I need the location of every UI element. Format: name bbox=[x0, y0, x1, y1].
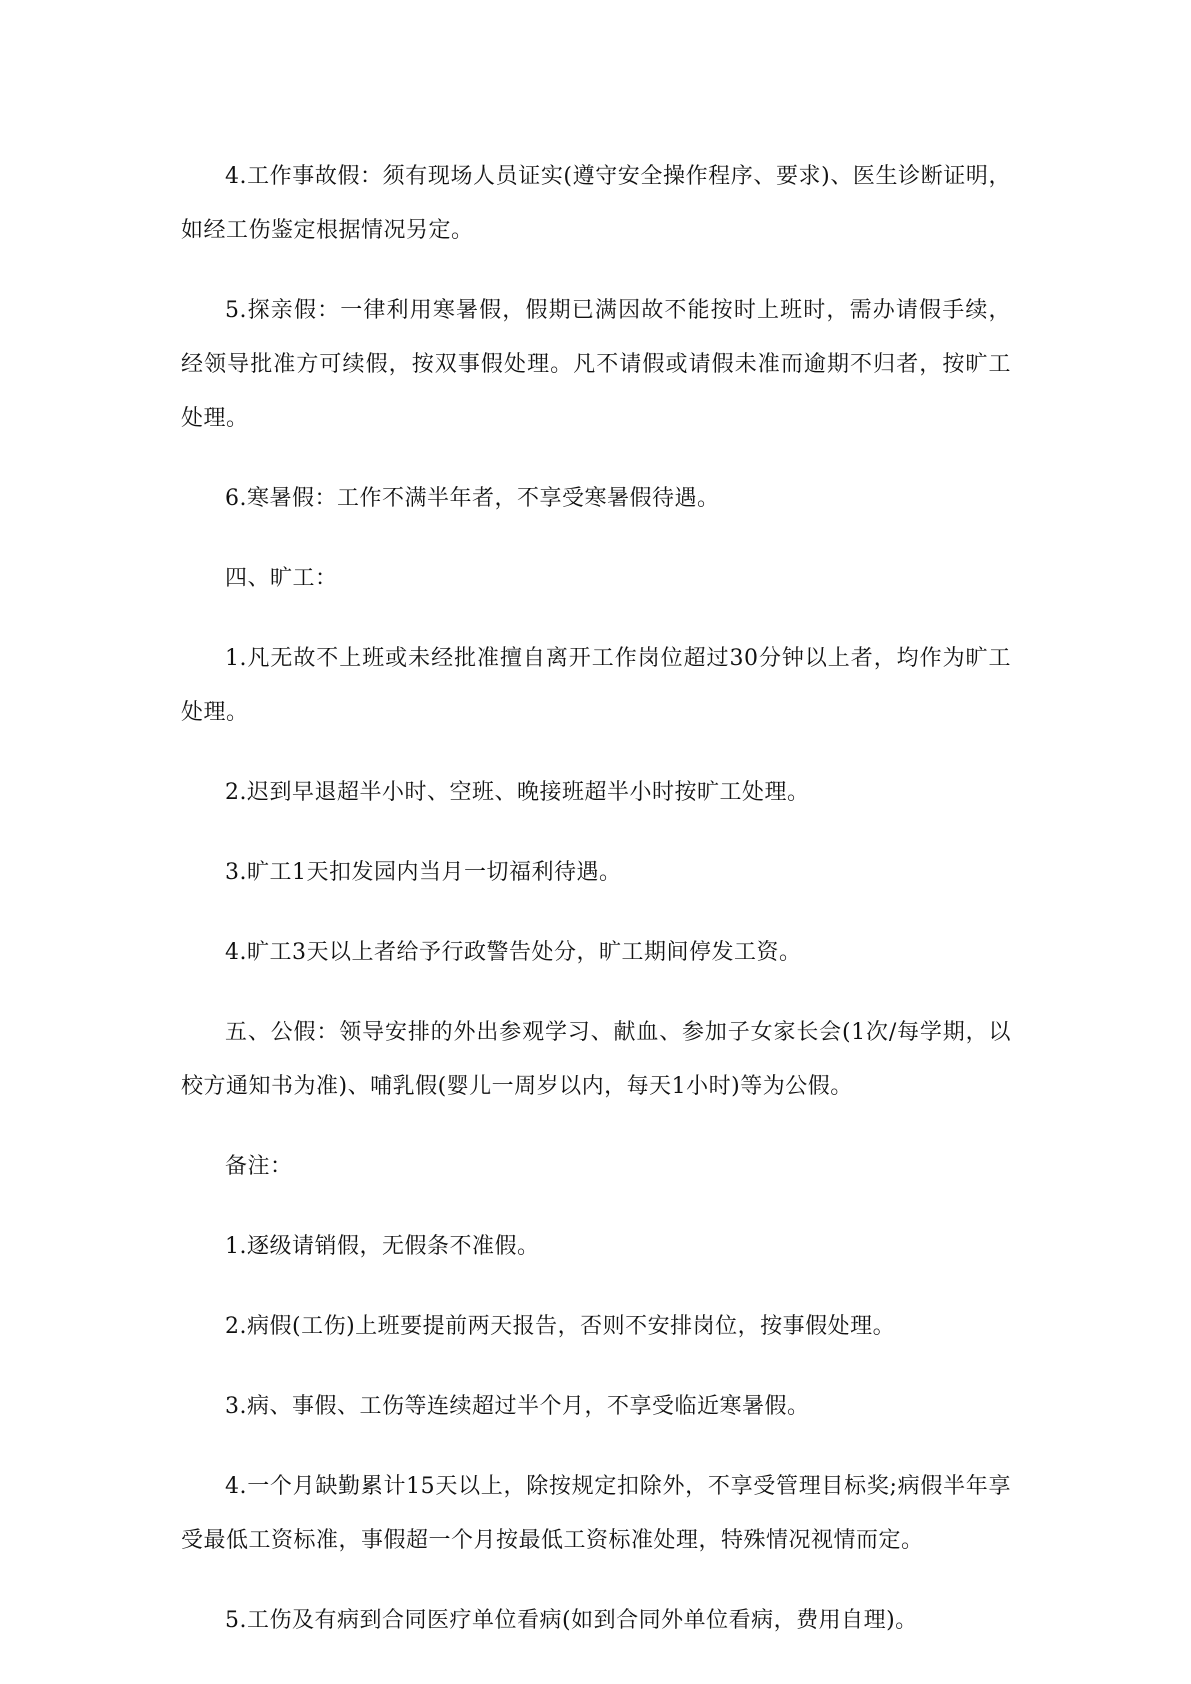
paragraph-family-visit-leave: 5.探亲假：一律利用寒暑假，假期已满因故不能按时上班时，需办请假手续，经领导批准方可续假，按双事假处理。凡不请假或请假未准而逾期不归者，按旷工处理。 bbox=[181, 298, 1011, 431]
paragraph-note-1: 1.逐级请销假，无假条不准假。 bbox=[225, 1234, 540, 1259]
paragraph-public-leave: 五、公假：领导安排的外出参观学习、献血、参加子女家长会(1次/每学期，以校方通知书为准)、哺乳假(婴儿一周岁以内，每天1小时)等为公假。 bbox=[181, 1020, 1011, 1099]
document-body bbox=[181, 150, 1011, 1674]
paragraph-note-2: 2.病假(工伤)上班要提前两天报告，否则不安排岗位，按事假处理。 bbox=[225, 1314, 896, 1339]
section-heading-notes: 备注： bbox=[225, 1154, 293, 1179]
paragraph-note-4: 4.一个月缺勤累计15天以上，除按规定扣除外，不享受管理目标奖;病假半年享受最低工资标准，事假超一个月按最低工资标准处理，特殊情况视情而定。 bbox=[181, 1474, 1011, 1553]
paragraph-absenteeism-rule-2: 2.迟到早退超半小时、空班、晚接班超半小时按旷工处理。 bbox=[225, 780, 810, 805]
paragraph-absenteeism-rule-4: 4.旷工3天以上者给予行政警告处分，旷工期间停发工资。 bbox=[225, 940, 802, 965]
paragraph-work-accident-leave: 4.工作事故假：须有现场人员证实(遵守安全操作程序、要求)、医生诊断证明，如经工伤鉴定根据情况另定。 bbox=[181, 164, 1011, 243]
paragraph-absenteeism-rule-3: 3.旷工1天扣发园内当月一切福利待遇。 bbox=[225, 860, 622, 885]
paragraph-winter-summer-vacation: 6.寒暑假：工作不满半年者，不享受寒暑假待遇。 bbox=[225, 486, 720, 511]
paragraph-absenteeism-rule-1: 1.凡无故不上班或未经批准擅自离开工作岗位超过30分钟以上者，均作为旷工处理。 bbox=[181, 646, 1011, 725]
section-heading-absenteeism: 四、旷工： bbox=[225, 566, 338, 591]
paragraph-note-3: 3.病、事假、工伤等连续超过半个月，不享受临近寒暑假。 bbox=[225, 1394, 810, 1419]
paragraph-note-5: 5.工伤及有病到合同医疗单位看病(如到合同外单位看病，费用自理)。 bbox=[225, 1608, 918, 1633]
